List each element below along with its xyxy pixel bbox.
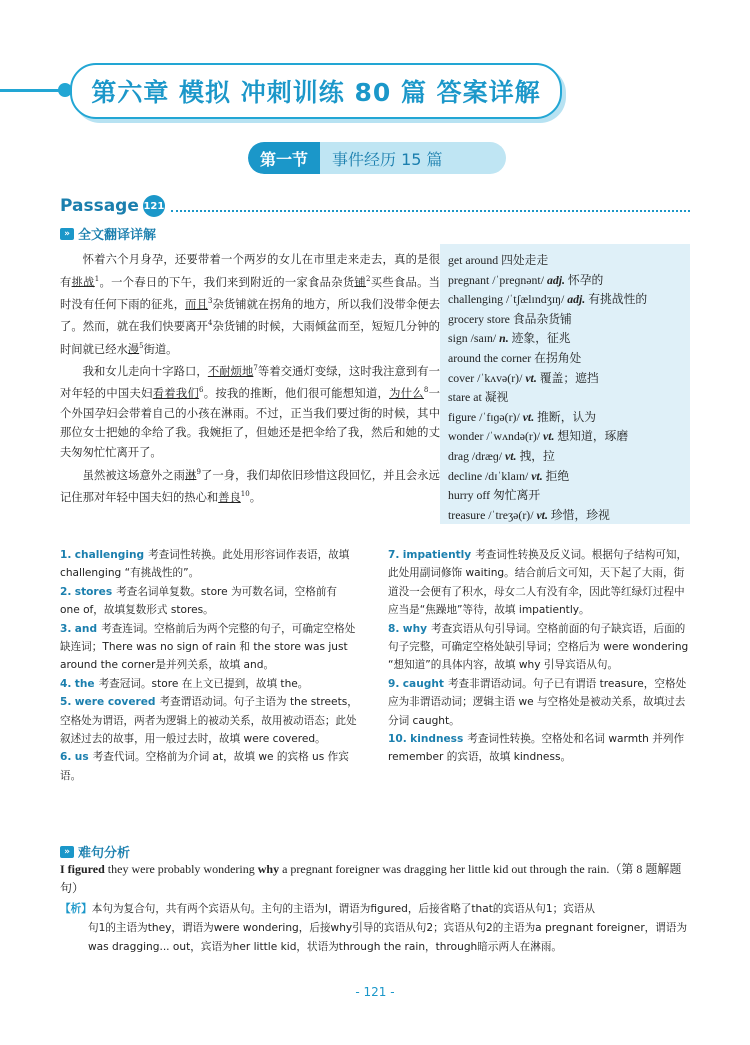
passage-label: Passage [60, 196, 139, 216]
translation-paragraph-2: 我和女儿走向十字路口，不耐烦地$^7$等着交通灯变绿，这时我注意到有一对年轻的中国夫妇看着我们$^6$。按我的推断，他们很可能想知道，为什么$^8$一个外国孕妇会带着自己的小孩在淋雨。不过，正当我们要过街的时候，其中那位女士把她的伞给了我。我婉拒了，但她还是把伞给了我，然后和她的丈夫匆匆忙忙离开了。 [60, 364, 440, 459]
answer-item: 10. kindness 考查词性转换。空格处和名词 warmth 并列作 remember 的宾语，故填 kindness。 [388, 733, 685, 764]
passage-number: 121 [143, 195, 165, 217]
answer-item: 2. stores 考查名词单复数。store 为可数名词，空格前有 one of，故填复数形式 stores。 [60, 585, 338, 617]
chapter-banner [70, 63, 562, 119]
section-pill [248, 142, 506, 174]
passage-divider [171, 200, 690, 212]
vocab-item: pregnant /ˈpreɡnənt/ adj. 怀孕的 [448, 272, 604, 287]
section-name: 事件经历 15 篇 [332, 149, 443, 169]
answer-item: 8. why 考查宾语从句引导词。空格前面的句子缺宾语，后面的句子完整，可确定空格处缺引导词；空格后为 were wondering “想知道”的具体内容，故填 why 引导宾语从句。 [388, 622, 689, 672]
vocabulary-box [440, 244, 690, 524]
translation-paragraph-1: 怀着六个月身孕，还要带着一个两岁的女儿在市里走来走去，真的是很有挑战$^1$。一个春日的下午，我们来到附近的一家食品杂货铺$^2$买些食品。当时没有任何下雨的征兆，而且$^3$杂货铺就在拐角的地方，所以我们没带伞便去了。然而，就在我们快要离开$^4$杂货铺的时候，大雨倾盆而至，短短几分钟的时间就已经水漫$^5$街道。 [60, 253, 440, 356]
vocab-item: hurry off 匆忙离开 [448, 488, 541, 503]
vocab-item: cover /ˈkʌvə(r)/ vt. 覆盖；遮挡 [448, 370, 599, 385]
vocab-item: decline /dɪˈklaɪn/ vt. 拒绝 [448, 468, 570, 483]
answer-item: 5. were covered 考查谓语动词。句子主语为 the streets，空格处为谓语，两者为逻辑上的被动关系，故用被动语态；此处叙述过去的故事，用一般过去时，故填 were covered。 [60, 696, 358, 746]
vocab-item: stare at 凝视 [448, 390, 509, 405]
vocab-item: around the corner 在拐角处 [448, 350, 582, 365]
vocab-item: get around 四处走走 [448, 253, 549, 267]
vocab-item: figure /ˈfɪɡə(r)/ vt. 推断，认为 [448, 409, 597, 424]
vocab-item: wonder /ˈwʌndə(r)/ vt. 想知道，琢磨 [448, 429, 629, 444]
difficult-heading: » 难句分析 [60, 842, 130, 861]
answers-left [60, 546, 360, 785]
double-chevron-icon: » [60, 228, 74, 240]
answer-item: 3. and 考查连词。空格前后为两个完整的句子，可确定空格处缺连词；There was no sign of rain 和 the store was just around the corner是并列关系，故填 and。 [60, 622, 356, 672]
vocab-item: sign /saɪn/ n. 迹象，征兆 [448, 331, 571, 346]
answer-item: 9. caught 考查非谓语动词。句子已有谓语 treasure，空格处应为非谓语动词；逻辑主语 we 与空格处是被动关系，故填过去分词 caught。 [388, 677, 687, 727]
translation-text [60, 250, 440, 507]
page-number: - 121 - [355, 985, 395, 999]
analysis-note: 【析】本句为复合句，共有两个宾语从句。主句的主语为I，谓语为figured，后接省略了that的宾语从句1；宾语从 句1的主语为they，谓语为were wondering，后接why引导的宾语从句2；宾语从句2的主语为a pregnant foreigner，谓语为was dragging... out，宾语为her little kid，状语为through the rain，through暗示两人在淋雨。 [60, 903, 688, 953]
answers-right [388, 546, 690, 767]
vocab-item: treasure /ˈtreʒə(r)/ vt. 珍惜，珍视 [448, 507, 610, 522]
vocab-item: challenging /ˈtʃælɪndʒɪŋ/ adj. 有挑战性的 [448, 292, 648, 307]
vocab-item: drag /dræɡ/ vt. 拽，拉 [448, 448, 555, 463]
difficult-sentence: I figured they were probably wondering why a pregnant foreigner was dragging her little kid out through the rain.（第 8 题解题句） [60, 862, 682, 895]
translation-heading: » 全文翻译详解 [60, 224, 156, 243]
vocab-item: grocery store 食品杂货铺 [448, 311, 572, 326]
analysis-tag: 【析】 [60, 903, 92, 915]
answer-item: 7. impatiently 考查词性转换及反义词。根据句子结构可知，此处用副词修饰 waiting。结合前后文可知，天下起了大雨，街道没一会便有了积水，母女二人有没有伞，因此等红绿灯过程中应当是“焦躁地”等待，故填 impatiently。 [388, 549, 688, 617]
section-number: 第一节 [248, 142, 320, 174]
passage-header [60, 194, 690, 218]
chapter-title: 第六章 模拟 冲刺训练 80 篇 答案详解 [91, 78, 541, 107]
answer-item: 1. challenging 考查词性转换。此处用形容词作表语，故填 challenging “有挑战性的”。 [60, 549, 350, 580]
double-chevron-icon: » [60, 846, 74, 858]
answer-item: 6. us 考查代词。空格前为介词 at，故填 we 的宾格 us 作宾语。 [60, 751, 349, 782]
answer-item: 4. the 考查冠词。store 在上文已提到，故填 the。 [60, 677, 309, 690]
translation-paragraph-3: 虽然被这场意外之雨淋$^9$了一身，我们却依旧珍惜这段回忆，并且会永远记住那对年轻中国夫妇的热心和善良$^{10}$。 [60, 467, 440, 504]
